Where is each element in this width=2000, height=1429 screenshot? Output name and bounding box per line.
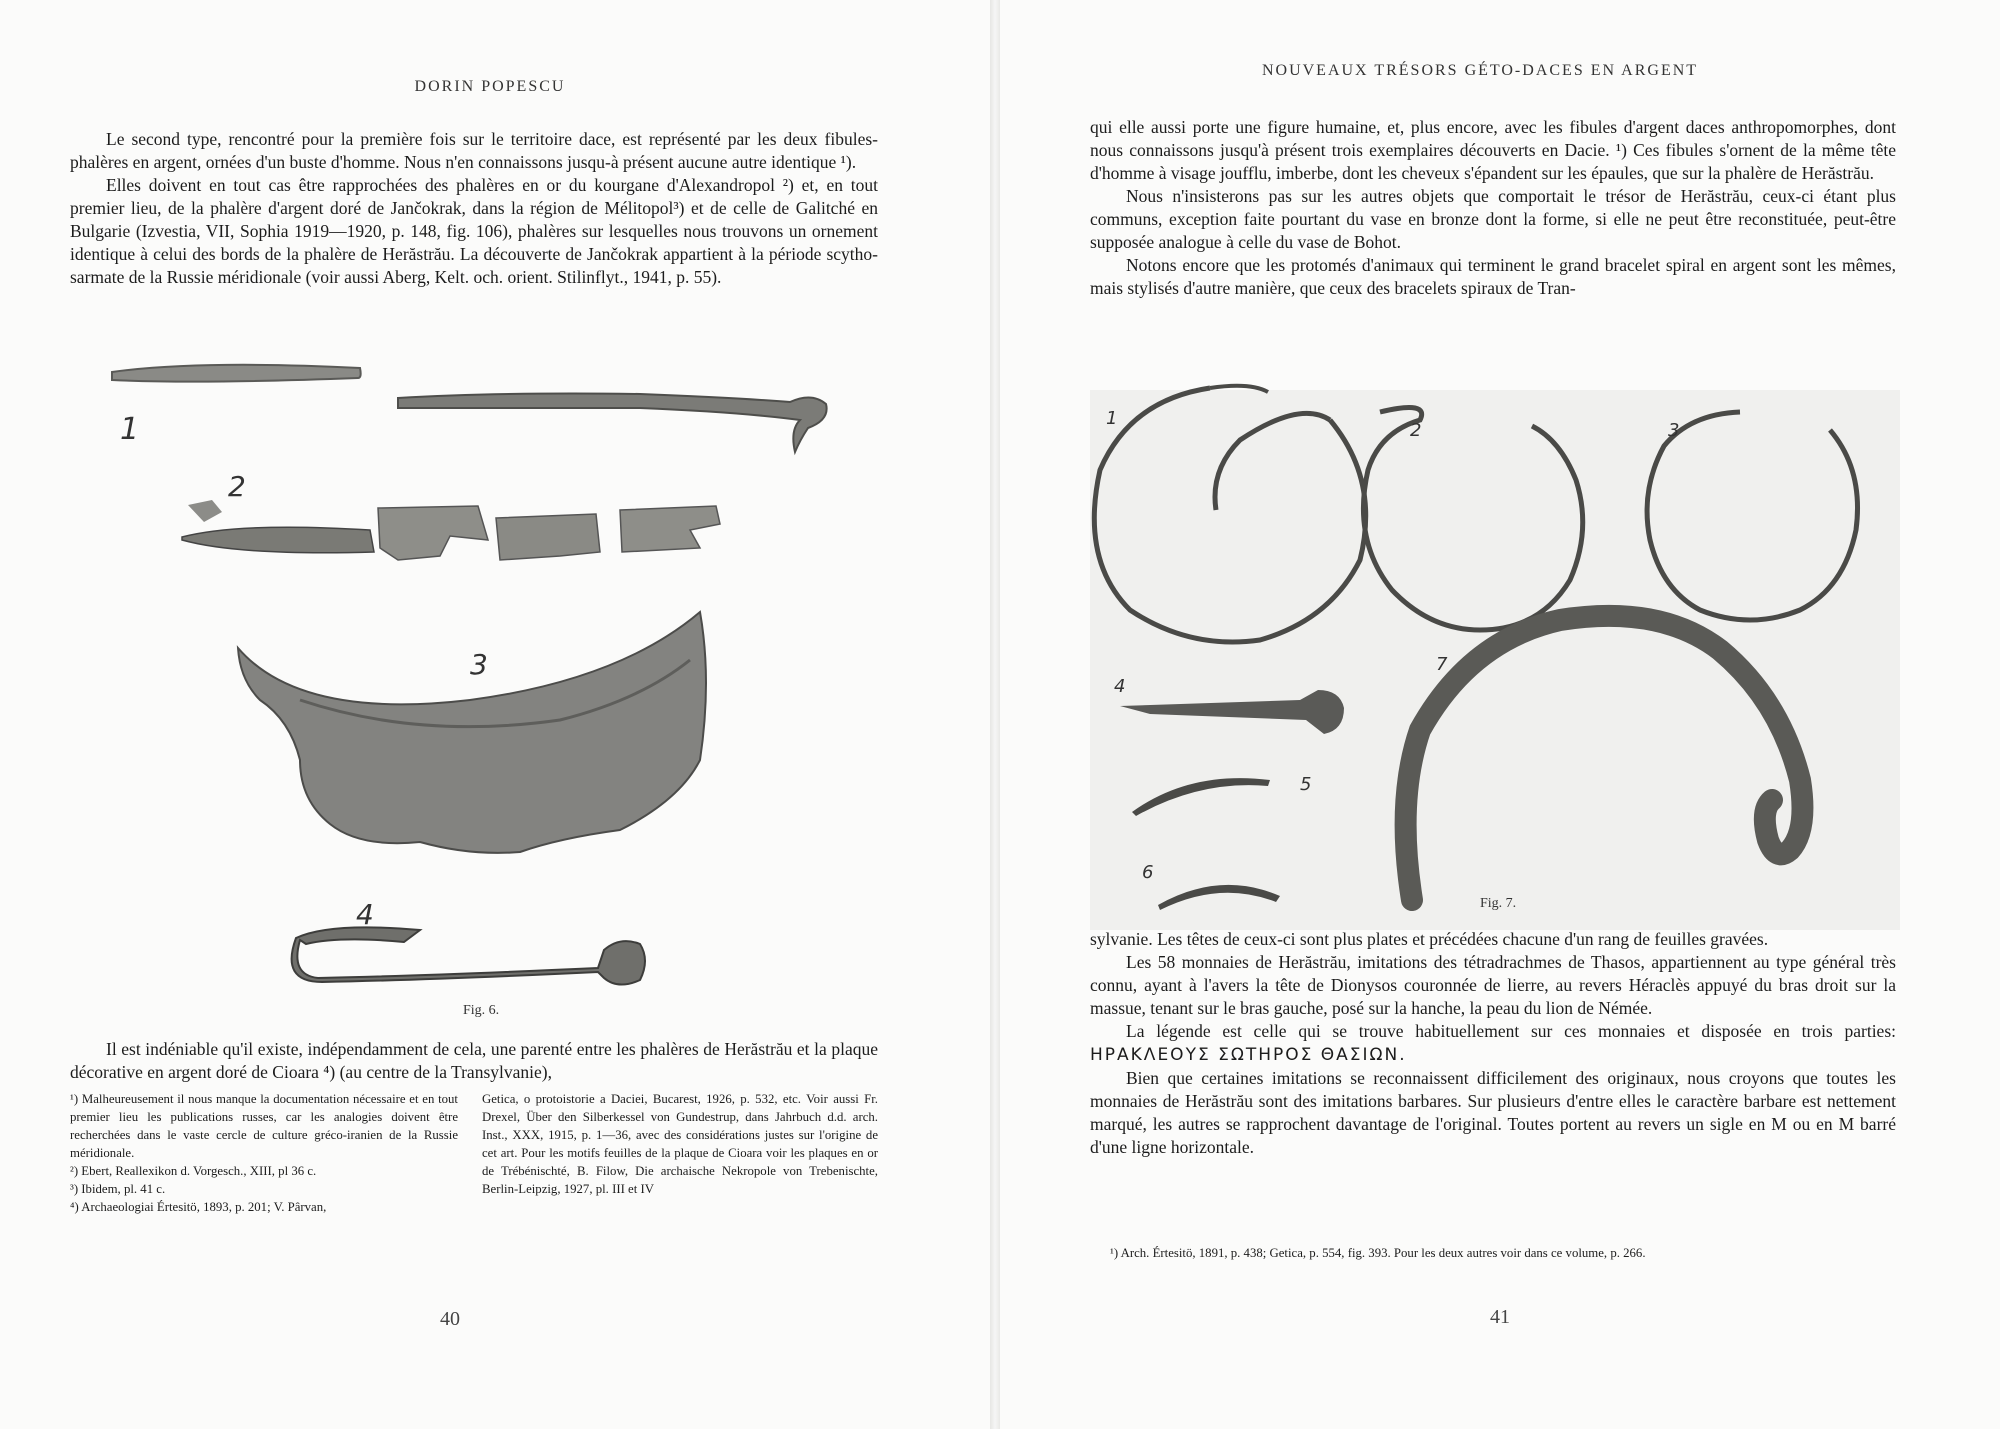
fragment-plate-b	[496, 514, 600, 560]
paragraph: Nous n'insisterons pas sur les autres objets que comportait le trésor de Herăstrău, ceux-ci étant plus communs, exception faite pourtant du vase en bronze dont la forme, si elle ne peut être reconstituée, peut-être supposée analogue à celle du vase de Bohot.	[1090, 186, 1896, 252]
running-head-left: DORIN POPESCU	[414, 78, 566, 95]
footnote: ³) Ibidem, pl. 41 c.	[70, 1182, 166, 1196]
right-page	[1000, 0, 2000, 1429]
paragraph: Les 58 monnaies de Herăstrău, imitations des tétradrachmes de Thasos, appartiennent au type général très connu, ayant à l'avers la tête de Dionysos couronnée de lierre, au revers Héraclès appuyé du bras droit sur la massue, tenant sur le bras gauche, posé sur la hanche, la peau du lion de Némée.	[1090, 952, 1896, 1018]
paragraph: Notons encore que les protomés d'animaux qui terminent le grand bracelet spiral en argent sont les mêmes, mais stylisés d'autre manière, que ceux des bracelets spiraux de Tran-	[1090, 255, 1896, 298]
figure-number: 3	[470, 648, 488, 681]
chain-fragment-short	[112, 365, 361, 382]
figure-number: 2	[228, 470, 246, 503]
greek-legend: ΗΡΑΚΛΕΟΥΣ ΣΩΤΗΡΟΣ ΘΑΣΙΩΝ.	[1090, 1045, 1407, 1065]
fragment-tip	[182, 527, 374, 553]
footnotes-col-1	[70, 1090, 458, 1216]
chain-fragment-long	[398, 394, 827, 453]
paragraph: Le second type, rencontré pour la première fois sur le territoire dace, est représenté par les deux fibules-phalères en argent, ornées d'un buste d'homme. Nous n'en connaissons jusqu-à présent aucune autre identique ¹).	[70, 129, 878, 172]
figure-number: 4	[356, 898, 374, 931]
right-text-bottom	[1090, 928, 1896, 1159]
footnote-right	[1110, 1244, 1896, 1262]
footnote: ¹) Arch. Értesitö, 1891, p. 438; Getica, p. 554, fig. 393. Pour les deux autres voir dans ce volume, p. 266.	[1110, 1246, 1646, 1260]
paragraph: Bien que certaines imitations se reconnaissent difficilement des originaux, nous croyons que toutes les monnaies de Herăstrău sont des imitations barbares. Sur plusieurs d'entre elles le caractère barbare est nettement marqué, les autres se rapprochent davantage de l'original. Toutes portent au revers un sigle en M ou en M barré d'une ligne horizontale.	[1090, 1068, 1896, 1157]
paragraph: Elles doivent en tout cas être rapprochées des phalères en or du kourgane d'Alexandropol ²) et, en tout premier lieu, de la phalère d'argent doré de Jančokrak, dans la région de Mélitopol³) et de celle de Galitché en Bulgarie (Izvestia, VII, Sophia 1919—1920, p. 148, fig. 106), phalères sur lesquelles nous trouvons un ornement identique à celui des bords de la phalère de Herăstrău. La découverte de Jančokrak appartient à la période scytho-sarmate de la Russie méridionale (voir aussi Aberg, Kelt. och. orient. Stilinflyt., 1941, p. 55).	[70, 175, 878, 287]
left-text-bottom	[70, 1038, 878, 1084]
figure-caption: Fig. 7.	[1480, 896, 1517, 911]
page-number-left: 40	[440, 1308, 460, 1330]
figure-number: 3	[1668, 420, 1680, 441]
paragraph: Il est indéniable qu'il existe, indépendamment de cela, une parenté entre les phalères de Herăstrău et la plaque décorative en argent doré de Cioara ⁴) (au centre de la Transylvanie),	[70, 1039, 878, 1082]
figure-number: 5	[1300, 774, 1312, 795]
footnote: ⁴) Archaeologiai Értesitö, 1893, p. 201; V. Pârvan,	[70, 1200, 327, 1214]
footnote: ¹) Malheureusement il nous manque la documentation nécessaire et en tout premier lieu les publications russes, car les analogies doivent être recherchées dans le vaste cercle de culture gréco-iranien de la Russie méridionale.	[70, 1092, 458, 1160]
fragment-small	[188, 500, 222, 522]
fragment-plate-a	[378, 506, 488, 560]
figure-number: 2	[1410, 420, 1422, 441]
paragraph	[1090, 1020, 1896, 1067]
figure-number: 7	[1436, 654, 1448, 675]
legend-intro: La légende est celle qui se trouve habituellement sur ces monnaies et disposée en trois parties:	[1126, 1021, 1896, 1041]
figure-number: 4	[1114, 676, 1126, 697]
paragraph: sylvanie. Les têtes de ceux-ci sont plus plates et précédées chacune d'un rang de feuilles gravées.	[1090, 929, 1769, 949]
figure-caption: Fig. 6.	[463, 1003, 500, 1018]
running-head-right: NOUVEAUX TRÉSORS GÉTO-DACES EN ARGENT	[1261, 62, 1699, 79]
fragment-plate-c	[620, 506, 720, 552]
left-page	[0, 0, 990, 1429]
gutter	[990, 0, 1000, 1429]
footnote: Getica, o protoistorie a Daciei, Bucarest, 1926, p. 532, etc. Voir aussi Fr. Drexel, Über den Silberkessel von Gundestrup, dans Jahrbuch d.d. arch. Inst., XXX, 1915, p. 1—36, avec des considérations justes sur l'origine de cet art. Pour les motifs feuilles de la plaque de Cioara voir les plaques en or de Trébénischté, B. Filow, Die archaische Nekropole von Trebenischte, Berlin-Leipzig, 1927, pl. III et IV	[482, 1092, 878, 1196]
figure-7-artifacts	[1000, 0, 2000, 1000]
page-number-right: 41	[1490, 1306, 1510, 1328]
figure-6-artifacts	[0, 0, 990, 1000]
fibula	[292, 927, 645, 984]
figure-number: 1	[1106, 408, 1118, 429]
paragraph: qui elle aussi porte une figure humaine, et, plus encore, avec les fibules d'argent daces anthropomorphes, dont nous connaissons jusqu'à présent trois exemplaires découverts en Dacie. ¹) Ces fibules s'ornent de la même tête d'homme à visage joufflu, imberbe, dont les cheveux s'épandent sur les épaules, que sur la phalère de Herăstrău.	[1090, 117, 1896, 183]
figure-number: 1	[120, 412, 140, 447]
footnotes-col-2	[482, 1090, 878, 1198]
footnote: ²) Ebert, Reallexikon d. Vorgesch., XIII, pl 36 c.	[70, 1164, 317, 1178]
figure-number: 6	[1142, 862, 1154, 883]
